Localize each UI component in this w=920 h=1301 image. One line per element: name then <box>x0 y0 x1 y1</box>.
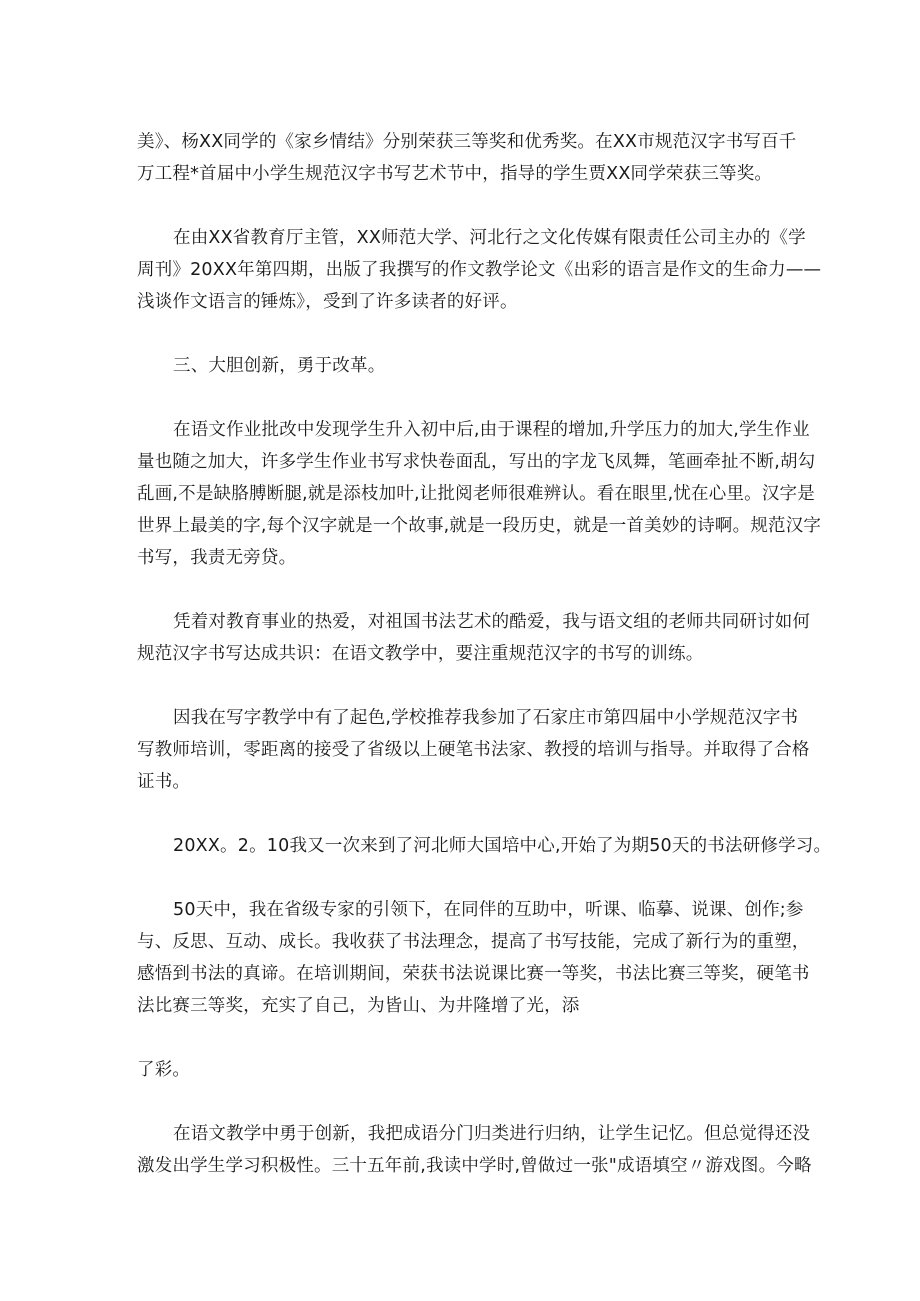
text-line: 周刊》20XX年第四期，出版了我撰写的作文教学论文《出彩的语言是作文的生命力—— <box>137 260 822 280</box>
text-line: 与、反思、互动、成长。我收获了书法理念，提高了书写技能，完成了新行为的重塑， <box>137 932 810 952</box>
text-line: 激发出学生学习积极性。三十五年前,我读中学时,曾做过一张"成语填空〃游戏图。今略 <box>137 1156 812 1176</box>
section-heading-text: 三、大胆创新，勇于改革。 <box>173 356 386 376</box>
text-line: 20XX。2。10我又一次来到了河北师大国培中心,开始了为期50天的书法研修学习。 <box>173 836 832 856</box>
text-line: 证书。 <box>137 772 191 792</box>
text-line: 在语文教学中勇于创新，我把成语分门归类进行归纳，让学生记忆。但总觉得还没 <box>173 1124 811 1144</box>
text-line: 50天中，我在省级专家的引领下，在同伴的互助中，听课、临摹、说课、创作;参 <box>173 900 804 920</box>
text-line: 规范汉字书写达成共识：在语文教学中，要注重规范汉字的书写的训练。 <box>137 644 704 664</box>
text-line: 浅谈作文语言的锤炼》，受到了许多读者的好评。 <box>137 292 518 312</box>
text-line: 凭着对教育事业的热爱，对祖国书法艺术的酷爱，我与语文组的老师共同研讨如何 <box>173 612 811 632</box>
text-line: 世界上最美的字,每个汉字就是一个故事,就是一段历史，就是一首美妙的诗啊。规范汉字 <box>137 516 822 536</box>
text-line: 书写，我责无旁贷。 <box>137 548 297 568</box>
text-line: 写教师培训，零距离的接受了省级以上硬笔书法家、教授的培训与指导。并取得了合格 <box>137 740 810 760</box>
text-line: 量也随之加大，许多学生作业书写求快卷面乱，写出的字龙飞凤舞，笔画牵扯不断,胡勾 <box>137 452 816 472</box>
text-line: 美》、杨XX同学的《家乡情结》分别荣获三等奖和优秀奖。在XX市规范汉字书写百千 <box>137 132 797 152</box>
text-line: 在语文作业批改中发现学生升入初中后,由于课程的增加,升学压力的加大,学生作业 <box>173 420 810 440</box>
text-line: 乱画,不是缺胳膊断腿,就是添枝加叶,让批阅老师很难辨认。看在眼里,忧在心里。汉字是 <box>137 484 815 504</box>
text-line: 因我在写字教学中有了起色,学校推荐我参加了石家庄市第四届中小学规范汉字书 <box>173 708 799 728</box>
text-line: 在由XX省教育厅主管，XX师范大学、河北行之文化传媒有限责任公司主办的《学 <box>173 228 806 248</box>
text-line: 感悟到书法的真谛。在培训期间，荣获书法说课比赛一等奖，书法比赛三等奖，硬笔书 <box>137 964 810 984</box>
text-line: 了彩。 <box>137 1060 191 1080</box>
text-line: 法比赛三等奖，充实了自己，为皆山、为井隆增了光，添 <box>137 996 580 1016</box>
text-line: 万工程*首届中小学生规范汉字书写艺术节中，指导的学生贾XX同学荣获三等奖。 <box>137 164 773 184</box>
